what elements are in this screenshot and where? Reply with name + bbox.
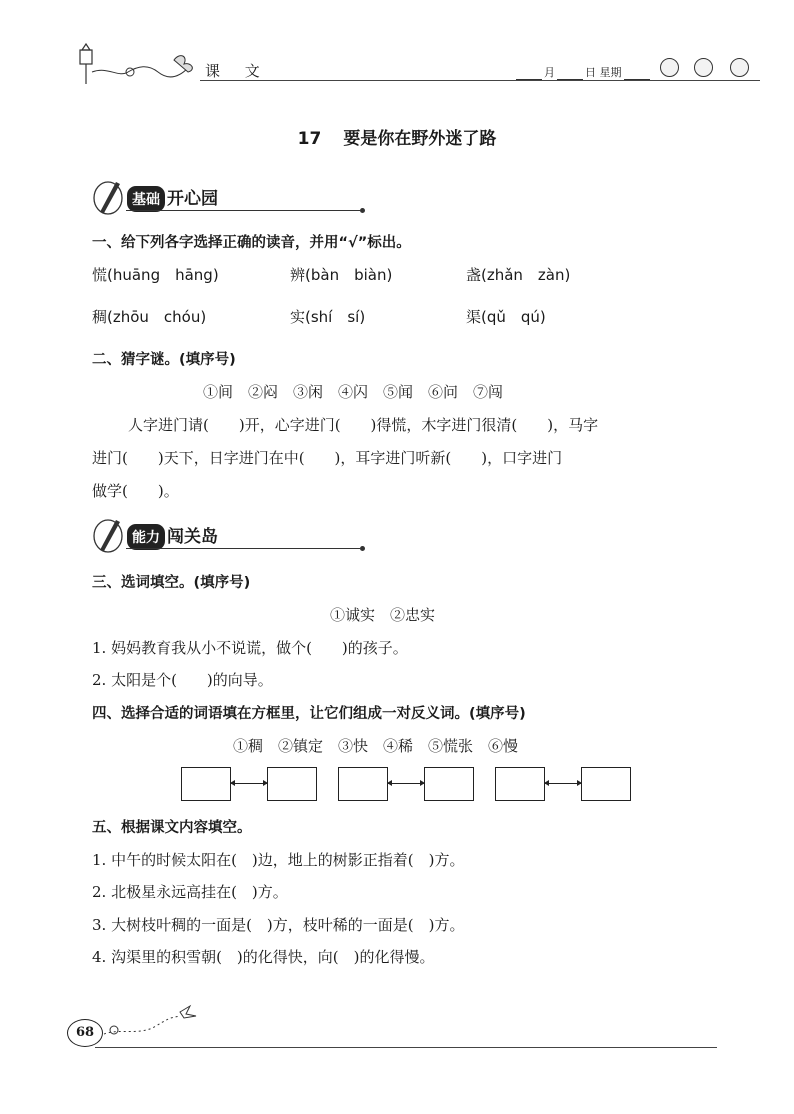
q3-item: 2. 太阳是个( )的向导。	[92, 671, 273, 689]
answer-box[interactable]	[181, 767, 231, 801]
q1-item: 慌(huāng hāng)	[92, 266, 219, 284]
lesson-title: 要是你在野外迷了路	[343, 129, 497, 149]
answer-box[interactable]	[495, 767, 545, 801]
day-label: 日	[585, 66, 596, 79]
brush-icon	[92, 176, 126, 216]
q5-item: 4. 沟渠里的积雪朝( )的化得快，向( )的化得慢。	[92, 948, 435, 966]
month-label: 月	[544, 66, 555, 79]
q1-heading: 一、给下列各字选择正确的读音，并用“√”标出。	[92, 235, 411, 251]
q2-line: 进门( )天下，日字进门在中( )，耳字进门听新( )，口字进门	[92, 449, 563, 467]
page-title	[0, 124, 794, 149]
q5-heading: 五、根据课文内容填空。	[92, 820, 252, 836]
section-badge: 能力	[127, 524, 165, 550]
q3-item: 1. 妈妈教育我从小不说谎，做个( )的孩子。	[92, 639, 408, 657]
q1-item: 渠(qǔ qú)	[466, 308, 546, 326]
lesson-number: 17	[297, 129, 322, 149]
page-number: 68	[67, 1019, 103, 1047]
section-header-ability	[127, 522, 218, 562]
footer-rule	[95, 1047, 717, 1048]
section-rule	[126, 548, 360, 549]
q1-item: 稠(zhōu chóu)	[92, 308, 207, 326]
q1-item: 盏(zhǎn zàn)	[466, 266, 571, 284]
section-rule	[126, 210, 360, 211]
answer-box[interactable]	[581, 767, 631, 801]
answer-box[interactable]	[424, 767, 474, 801]
section-title: 闯关岛	[167, 527, 218, 547]
happy-face-icon	[660, 58, 679, 77]
double-arrow-icon	[388, 783, 424, 784]
brush-icon	[92, 514, 126, 554]
section-header-basic	[127, 184, 218, 224]
q5-item: 2. 北极星永远高挂在( )方。	[92, 883, 288, 901]
q4-options: ①稠 ②镇定 ③快 ④稀 ⑤慌张 ⑥慢	[233, 737, 519, 755]
sad-face-icon	[730, 58, 749, 77]
answer-box[interactable]	[267, 767, 317, 801]
weekday-label: 星期	[599, 66, 622, 79]
section-rule-dot	[360, 546, 365, 551]
neutral-face-icon	[694, 58, 713, 77]
section-title: 开心园	[167, 189, 218, 209]
double-arrow-icon	[545, 783, 581, 784]
q1-item: 实(shí sí)	[290, 308, 366, 326]
q1-item: 辨(bàn biàn)	[290, 266, 393, 284]
q2-line: 人字进门请( )开，心字进门( )得慌，木字进门很清( )，马字	[128, 416, 599, 434]
bird-trail-decoration-icon	[100, 1000, 200, 1040]
header-rule	[200, 80, 760, 81]
q2-options: ①间 ②闷 ③闲 ④闪 ⑤闻 ⑥问 ⑦闯	[203, 383, 504, 401]
double-arrow-icon	[231, 783, 267, 784]
date-field	[514, 64, 652, 80]
q4-heading: 四、选择合适的词语填在方框里，让它们组成一对反义词。(填序号)	[92, 706, 526, 722]
q5-item: 3. 大树枝叶稠的一面是( )方，枝叶稀的一面是( )方。	[92, 916, 465, 934]
q3-options: ①诚实 ②忠实	[330, 606, 436, 624]
lesson-label: 课 文	[205, 62, 270, 80]
section-badge: 基础	[127, 186, 165, 212]
q2-line: 做学( )。	[92, 482, 179, 500]
section-rule-dot	[360, 208, 365, 213]
q5-item: 1. 中午的时候太阳在( )边，地上的树影正指着( )方。	[92, 851, 465, 869]
answer-box[interactable]	[338, 767, 388, 801]
q2-heading: 二、猜字谜。(填序号)	[92, 352, 236, 368]
q3-heading: 三、选词填空。(填序号)	[92, 575, 251, 591]
lamp-decoration-icon	[68, 42, 208, 87]
